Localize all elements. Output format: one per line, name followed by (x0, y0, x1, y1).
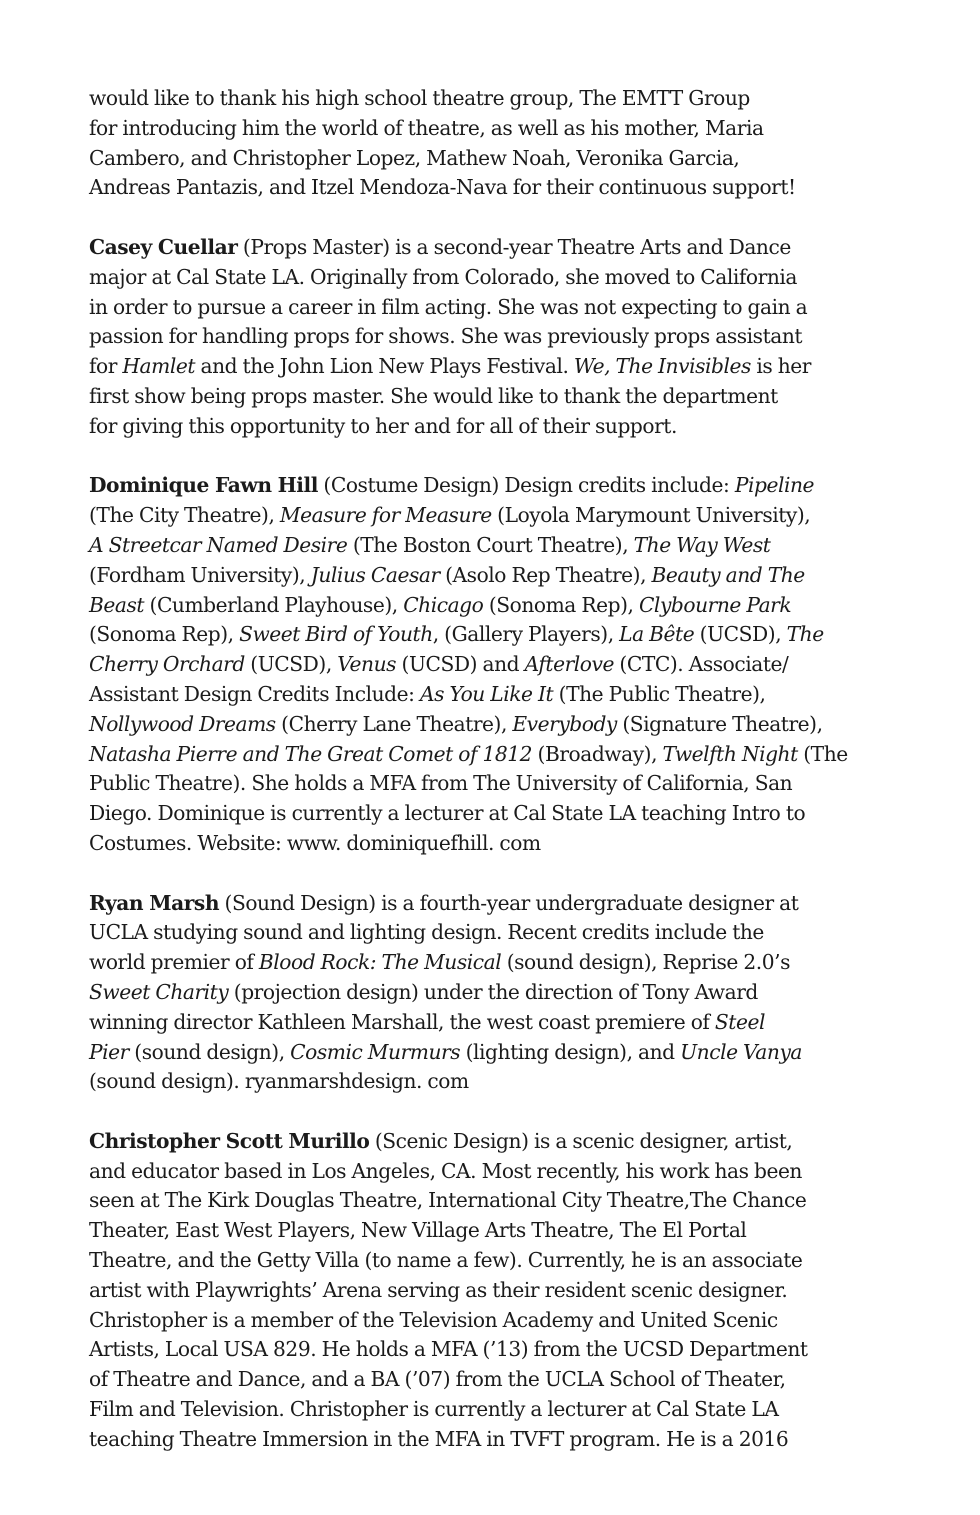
show-title: Afterlove (524, 652, 614, 677)
text-line: (Fordham University), Julius Caesar (Asolo Rep Theatre), Beauty and The (89, 562, 805, 587)
show-title: Cosmic Murmurs (290, 1039, 461, 1064)
text-line: Cherry Orchard (UCSD), Venus (UCSD) and Afterlove (CTC). Associate/ (89, 652, 789, 677)
text-line: A Streetcar Named Desire (The Boston Court Theatre), The Way West (89, 532, 771, 557)
show-title: Sweet Bird of Youth (239, 622, 433, 647)
show-title: A Streetcar Named Desire (89, 532, 348, 557)
bio-ryan-marsh (89, 889, 901, 1098)
show-title: Steel (714, 1009, 765, 1034)
text-line: of Theatre and Dance, and a BA (’07) from the UCLA School of Theater, (89, 1367, 786, 1392)
show-title: The (786, 622, 824, 647)
text-line: Theatre, and the Getty Villa (to name a few). Currently, he is an associate (89, 1248, 803, 1273)
text-line: Costumes. Website: www. dominiquefhill. com (89, 830, 541, 855)
text-line: Nollywood Dreams (Cherry Lane Theatre), Everybody (Signature Theatre), (89, 711, 823, 736)
show-title: Clybourne Park (638, 592, 792, 617)
text-line: Casey Cuellar (Props Master) is a second-year Theatre Arts and Dance (89, 234, 791, 259)
show-title: We, The Invisibles (573, 354, 751, 379)
show-title: Pier (89, 1039, 129, 1064)
show-title: Cherry Orchard (89, 652, 245, 677)
bio-dominique-fawn-hill (89, 471, 901, 858)
text-line: (Sonoma Rep), Sweet Bird of Youth, (Gallery Players), La Bête (UCSD), The (89, 622, 824, 647)
text-line: artist with Playwrights’ Arena serving as their resident scenic designer. (89, 1277, 788, 1302)
text-line: Theater, East West Players, New Village Arts Theatre, The El Portal (89, 1218, 747, 1243)
show-title: Pipeline (734, 473, 815, 498)
bio-christopher-scott-murillo (89, 1127, 901, 1455)
text-line: UCLA studying sound and lighting design. Recent credits include the (89, 920, 764, 945)
text-line: in order to pursue a career in film acting. She was not expecting to gain a (89, 294, 808, 319)
show-title: Hamlet (122, 354, 196, 379)
show-title: Venus (337, 652, 397, 677)
text-line: teaching Theatre Immersion in the MFA in TVFT program. He is a 2016 (89, 1426, 789, 1451)
text-line: and educator based in Los Angeles, CA. Most recently, his work has been (89, 1158, 802, 1183)
program-page (89, 84, 901, 1455)
show-title: Everybody (512, 711, 617, 736)
show-title: Natasha Pierre and The Great Comet of 1812 (89, 741, 533, 766)
text-line: Film and Television. Christopher is currently a lecturer at Cal State LA (89, 1397, 779, 1422)
text-line: Pier (sound design), Cosmic Murmurs (lighting design), and Uncle Vanya (89, 1039, 802, 1064)
text-line: winning director Kathleen Marshall, the west coast premiere of Steel (89, 1009, 765, 1034)
bio-name: Casey Cuellar (89, 234, 238, 259)
text-line: world premier of Blood Rock: The Musical (sound design), Reprise 2.0’s (89, 950, 790, 975)
text-line: (The City Theatre), Measure for Measure (Loyola Marymount University), (89, 503, 811, 528)
text-line: Public Theatre). She holds a MFA from The University of California, San (89, 771, 793, 796)
show-title: Beauty and The (651, 562, 805, 587)
text-line: Artists, Local USA 829. He holds a MFA (’13) from the UCSD Department (89, 1337, 808, 1362)
text-line: Beast (Cumberland Playhouse), Chicago (Sonoma Rep), Clybourne Park (89, 592, 792, 617)
bio-name: Ryan Marsh (89, 890, 220, 915)
show-title: Twelfth Night (662, 741, 798, 766)
bio-name: Christopher Scott Murillo (89, 1128, 370, 1153)
text-line: for giving this opportunity to her and for all of their support. (89, 413, 677, 438)
text-line: Christopher is a member of the Television Academy and United Scenic (89, 1307, 778, 1332)
show-title: Measure for Measure (279, 503, 492, 528)
show-title: The Way West (633, 532, 771, 557)
text-line: Cambero, and Christopher Lopez, Mathew Noah, Veronika Garcia, (89, 145, 740, 170)
text-line: Natasha Pierre and The Great Comet of 1812 (Broadway), Twelfth Night (The (89, 741, 848, 766)
text-line: Sweet Charity (projection design) under the direction of Tony Award (89, 979, 758, 1004)
show-title: Beast (89, 592, 145, 617)
text-line: for Hamlet and the John Lion New Plays Festival. We, The Invisibles is her (89, 354, 811, 379)
show-title: Blood Rock: The Musical (258, 950, 502, 975)
show-title: Uncle Vanya (680, 1039, 802, 1064)
text-line: Dominique Fawn Hill (Costume Design) Design credits include: Pipeline (89, 473, 815, 498)
text-line: would like to thank his high school theatre group, The EMTT Group (89, 86, 750, 110)
text-line: Ryan Marsh (Sound Design) is a fourth-year undergraduate designer at (89, 890, 799, 915)
bio-casey-cuellar (89, 233, 901, 442)
text-line: Diego. Dominique is currently a lecturer at Cal State LA teaching Intro to (89, 801, 806, 826)
text-line: major at Cal State LA. Originally from Colorado, she moved to California (89, 264, 797, 289)
text-line: Christopher Scott Murillo (Scenic Design) is a scenic designer, artist, (89, 1128, 793, 1153)
text-line: for introducing him the world of theatre, as well as his mother, Maria (89, 115, 764, 140)
show-title: Sweet Charity (89, 979, 229, 1004)
text-line: Assistant Design Credits Include: As You Like It (The Public Theatre), (89, 681, 766, 706)
text-line: first show being props master. She would like to thank the department (89, 383, 778, 408)
text-line: (sound design). ryanmarshdesign. com (89, 1069, 469, 1094)
show-title: Julius Caesar (310, 562, 440, 587)
bio-continuation (89, 84, 901, 203)
bio-name: Dominique Fawn Hill (89, 473, 318, 498)
show-title: As You Like It (419, 681, 554, 706)
text-line: passion for handling props for shows. She was previously props assistant (89, 324, 803, 349)
show-title: Nollywood Dreams (89, 711, 276, 736)
text-line: Andreas Pantazis, and Itzel Mendoza-Nava for their continuous support! (89, 175, 796, 200)
text-line: seen at The Kirk Douglas Theatre, International City Theatre,The Chance (89, 1188, 807, 1213)
show-title: Chicago (403, 592, 484, 617)
show-title: La Bête (619, 622, 695, 647)
